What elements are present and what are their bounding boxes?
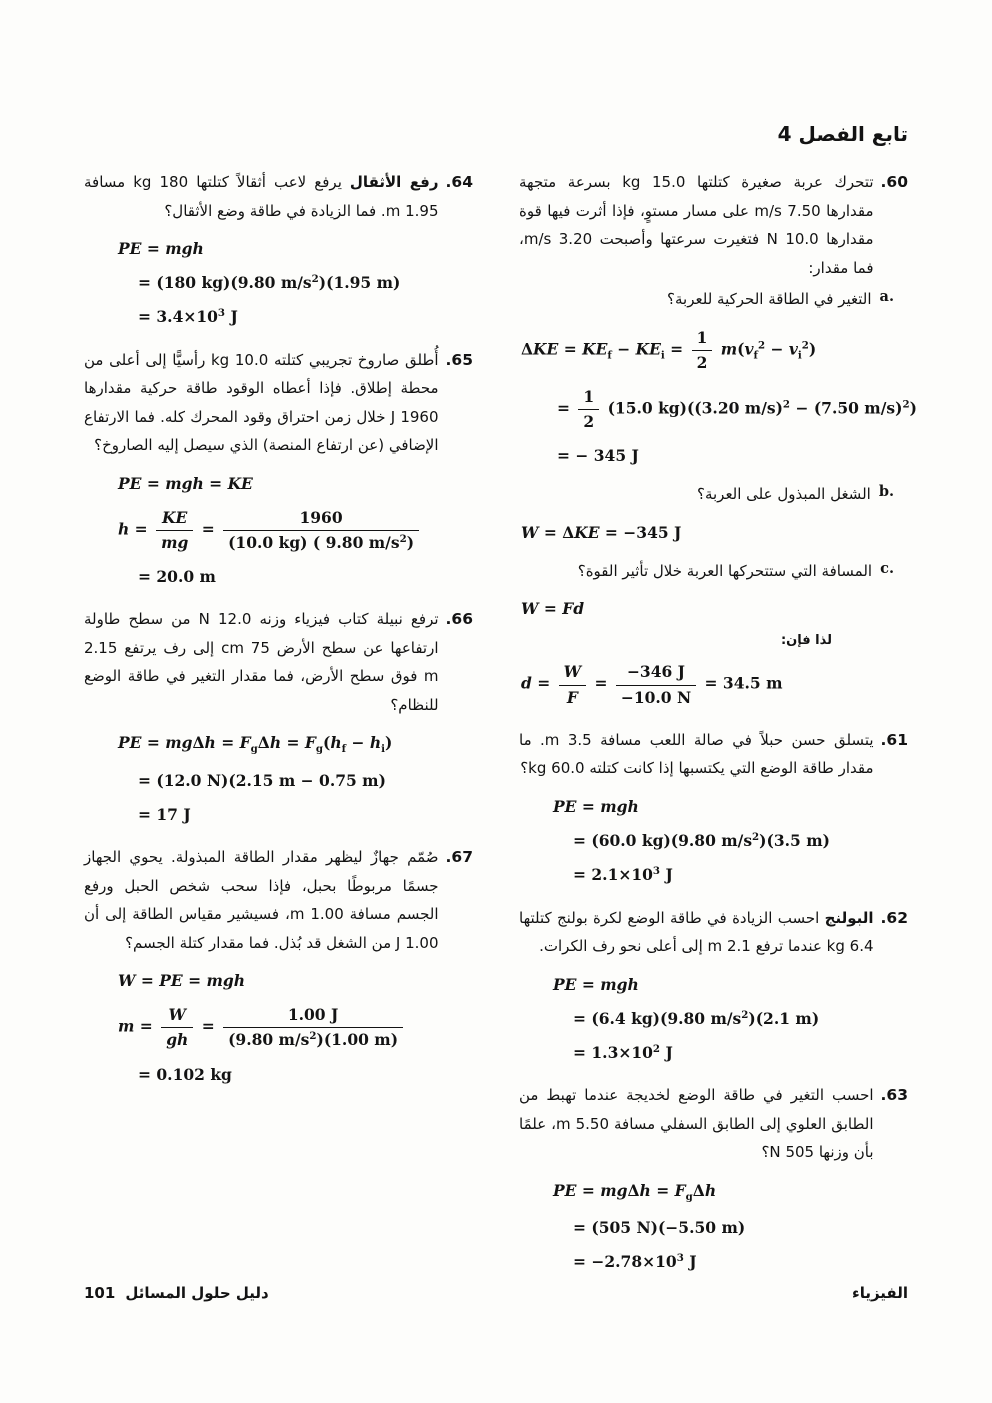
problem-text-body: احسب الزيادة في طاقة الوضع لكرة بولنج كتلتها 6.4 kg عندما ترفع 2.1 m إلى أعلى نحو رف الكرات. [519, 908, 874, 955]
problem-statement [519, 904, 908, 961]
problem-statement [84, 168, 473, 225]
problem-65 [84, 346, 473, 588]
problem-lead-word: البولنج [824, 908, 874, 927]
equation-line: d = $\frac{W}{F}$ = $\frac{-346 J}{-10.0 N}$ = 34.5 m [521, 662, 783, 707]
right-column [519, 168, 917, 1291]
problem-number: 60. [880, 173, 908, 191]
footer-manual-label: دليل حلول المسائل [125, 1284, 269, 1302]
equation-line: PE = mgh [118, 239, 204, 258]
equation-line: W = Fd [521, 599, 585, 619]
problem-61 [519, 726, 908, 886]
problem-text: صُمّم جهازٌ ليظهر مقدار الطاقة المبذولة. يحوي الجهاز جسمًا مربوطًا بحبل، فإذا سحب شخص الحبل ورفع الجسم مسافة 1.00 m، فسيشير مقياس الطاقة إلى أن 1.00 J من الشغل قد بُذل. فما مقدار كتلة الجسم؟ [84, 848, 439, 952]
equation-line: = (505 N)(−5.50 m) [573, 1218, 746, 1238]
problem-number: 62. [880, 908, 908, 927]
two-column-layout [84, 168, 917, 1291]
equation-line: PE = $mg\Delta h = F_g\Delta h = F_g(h_f - h_i)$ [118, 733, 393, 756]
problem-lead-word: رفع الأثقال [349, 173, 439, 191]
problem-number: 61. [880, 730, 908, 749]
equation-line: = $\frac{1}{2}$ (15.0 kg)((3.20 m/s)$^2$ − (7.50 m/s)$^2$) [557, 386, 917, 431]
part-a-label: a. [879, 288, 894, 305]
problem-statement [84, 605, 473, 719]
equation-line: = $3.4\times 10^3$ J [138, 307, 238, 327]
equation-line: = (180 kg)(9.80 $m/s^2)(1.95$ m) [138, 273, 401, 293]
problem-66 [84, 605, 473, 825]
problem-text: يتسلق حسن حبلاً في صالة اللعب مسافة 3.5 m. ما مقدار طاقة الوضع التي يكتسبها إذا كانت كتلته 60.0 kg؟ [519, 730, 874, 778]
problem-number: 63. [880, 1086, 908, 1105]
problem-statement [519, 168, 908, 282]
part-c-label: c. [880, 559, 894, 577]
equation-line: = $-2.78\times 10^3$ J [573, 1252, 697, 1272]
problem-text: تتحرك عربة صغيرة كتلتها 15.0 kg بسرعة متجهة مقدارها 7.50 m/s على مسار مستوٍ، فإذا أثرت فيها قوة مقدارها 10.0 N فتغيرت سرعتها وأصبحت 3.20 m/s، فما مقدار: [519, 173, 874, 277]
left-column [84, 168, 473, 1291]
part-a [519, 285, 894, 314]
part-a-text: التغير في الطاقة الحركية للعربة؟ [667, 290, 872, 308]
equation-line: PE = $mg\Delta h = F_g\Delta h$ [553, 1180, 717, 1203]
therefore-note: لذا فإن: [780, 633, 832, 649]
equation-line: PE = mgh = KE [118, 473, 253, 493]
equation-line: = $2.1\times 10^3$ J [573, 865, 673, 885]
equation-line: h = $\frac{KE}{mg}$ = $\frac{1960}{(10.0 kg) ( 9.80 m/s^2)}$ [118, 508, 473, 553]
problem-63 [519, 1081, 908, 1272]
problem-text [84, 168, 439, 225]
problem-statement [519, 726, 908, 783]
equation-line: = (12.0 N)(2.15 m − 0.75 m) [138, 770, 386, 790]
problem-text: ترفع نبيلة كتاب فيزياء وزنه 12.0 N من سطح طاولة ارتفاعها عن سطح الأرض 75 cm إلى رف يرتفع 2.15 m فوق سطح الأرض، فما مقدار التغير في طاقة الوضع للنظام؟ [84, 610, 439, 714]
equation-line: W = ΔKE = −345 J [521, 522, 682, 542]
problem-62 [519, 904, 908, 1064]
problem-text-body: يرفع لاعب أثقالاً كتلتها 180 kg مسافة 1.95 m. فما الزيادة في طاقة وضع الأثقال؟ [84, 173, 439, 220]
part-b-label: b. [878, 483, 894, 501]
problem-text: أُطلق صاروخ تجريبي كتلته 10.0 kg رأسيًّا إلى أعلى من محطة إطلاق. فإذا أعطاه الوقود طاقة حركية مقدارها 1960 J خلال زمن احتراق وقود المحرك كله. فما الارتفاع الإضافي (عن ارتفاع المنصة) الذي سيصل إليه الصاروخ؟ [84, 350, 439, 455]
equation-line: = 20.0 m [138, 567, 216, 587]
problem-statement [519, 1081, 908, 1167]
equation-line: = (60.0 kg)(9.80 $m/s^2)(3.5$ m) [573, 830, 830, 851]
problem-number: 67. [445, 848, 473, 867]
page-content [84, 122, 917, 1291]
footer-subject-label: الفيزياء [852, 1284, 908, 1302]
footer-page-number: 101 [84, 1284, 116, 1302]
problem-number: 65. [445, 350, 473, 369]
problem-text [519, 904, 874, 961]
equation-line: = (6.4 kg)(9.80 $m/s^2)(2.1$ m) [573, 1008, 820, 1028]
part-b [519, 480, 894, 509]
chapter-continued-heading: تابع الفصل 4 [777, 122, 908, 146]
equation-line: = $1.3\times 10^2$ J [573, 1042, 673, 1063]
problem-statement [84, 843, 473, 957]
equation-line: W = PE = mgh [118, 971, 245, 991]
equation-line: = 17 J [138, 804, 191, 824]
footer-manual-group [84, 1284, 269, 1302]
part-c-text: المسافة التي ستتحركها العربة خلال تأثير القوة؟ [577, 561, 873, 580]
problem-number: 66. [445, 610, 473, 629]
equation-line: PE = mgh [553, 796, 639, 816]
equation-line: m = $\frac{W}{gh}$ = $\frac{1.00 J}{(9.80 m/s^2)(1.00 m)}$ [118, 1005, 473, 1050]
problem-67 [84, 843, 473, 1085]
problem-60 [519, 168, 917, 708]
equation-line: PE = mgh [553, 974, 639, 994]
problem-number: 64. [445, 173, 473, 191]
part-c [519, 557, 894, 586]
problem-64 [84, 168, 473, 328]
problem-statement [84, 346, 473, 460]
problem-text: احسب التغير في طاقة الوضع لخديجة عندما تهبط من الطابق العلوي إلى الطابق السفلي مسافة 5.50 m، علمًا بأن وزنها 505 N؟ [519, 1086, 874, 1162]
part-b-text: الشغل المبذول على العربة؟ [696, 485, 871, 504]
equation-line: $\Delta KE = KE_f - KE_i$ = $\frac{1}{2}$ $m(v_f^2 - v_i^2)$ [521, 327, 817, 372]
page-footer [84, 1284, 908, 1302]
equation-line: = 0.102 kg [138, 1064, 232, 1084]
equation-line: = − 345 J [557, 446, 639, 466]
